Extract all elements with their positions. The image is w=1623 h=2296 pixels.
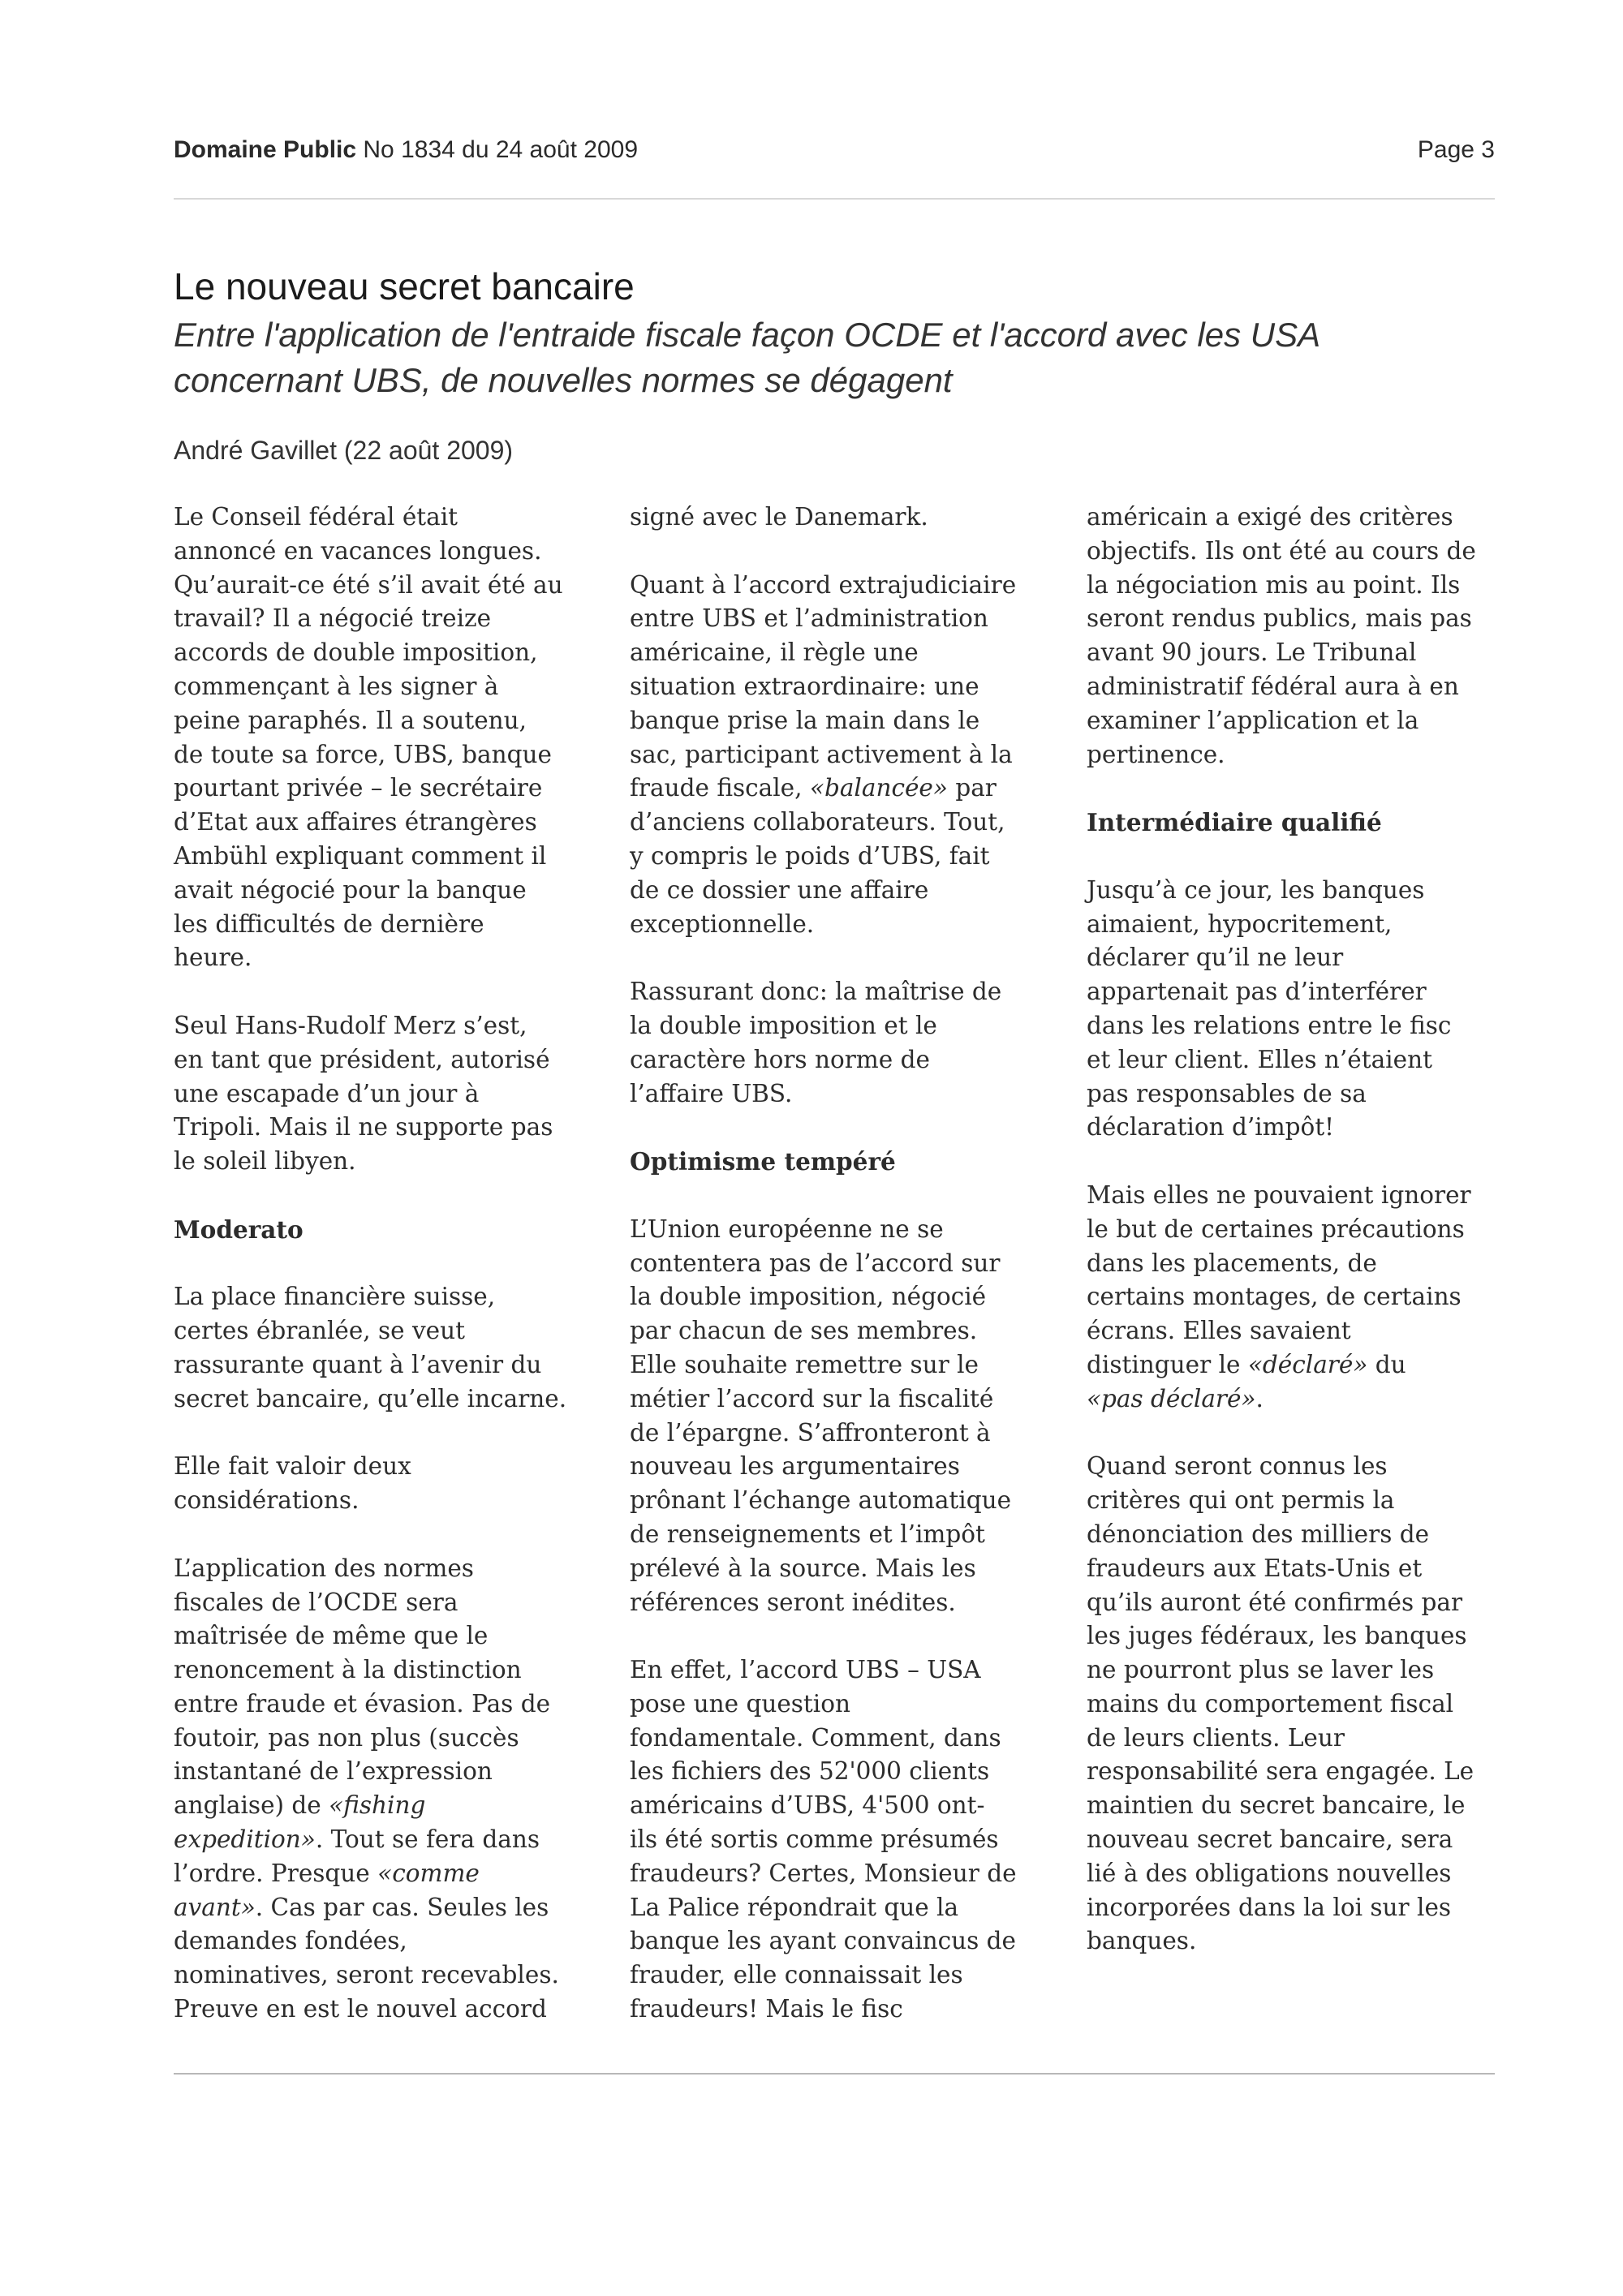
text-line: [174, 1857, 604, 1891]
text-line: Jusqu’à ce jour, les banques: [1087, 875, 1425, 904]
text-line: La Palice répondrait que la: [630, 1893, 959, 1921]
text-line: mains du comportement fiscal: [1087, 1689, 1454, 1718]
section-heading: Intermédiaire qualifié: [1087, 808, 1382, 837]
text-run: l’ordre. Presque: [174, 1859, 378, 1887]
paragraph: [630, 1213, 1060, 1620]
text-line: Seul Hans-Rudolf Merz s’est,: [174, 1011, 527, 1039]
text-line: [1087, 1348, 1517, 1382]
text-line: qu’ils auront été confirmés par: [1087, 1588, 1463, 1616]
text-line: maîtrisée de même que le: [174, 1622, 489, 1650]
text-line: de renseignements et l’impôt: [630, 1520, 985, 1548]
text-line: Rassurant donc: la maîtrise de: [630, 978, 1002, 1006]
article-byline: André Gavillet (22 août 2009): [174, 436, 514, 465]
text-line: Quand seront connus les: [1087, 1452, 1388, 1481]
text-line: déclaration d’impôt!: [1087, 1113, 1335, 1142]
text-line: certains montages, de certains: [1087, 1283, 1462, 1311]
text-line: Le Conseil fédéral était: [174, 503, 458, 531]
text-line: de l’épargne. S’affronteront à: [630, 1418, 991, 1447]
page-number: Page 3: [1417, 136, 1495, 163]
paragraph: [174, 1450, 604, 1518]
text-line: prélevé à la source. Mais les: [630, 1554, 976, 1582]
publication-name: Domaine Public: [174, 136, 357, 163]
text-line: le but de certaines précautions: [1087, 1215, 1465, 1243]
text-line: examiner l’application et la: [1087, 706, 1419, 734]
text-line: les fichiers des 52'000 clients: [630, 1757, 990, 1786]
italic-text: avant»: [174, 1893, 256, 1921]
article-subtitle: Entre l'application de l'entraide fiscale façon OCDE et l'accord avec les USA concernant UBS, de nouvelles normes se dégagent: [174, 316, 1319, 399]
text-run: . Cas par cas. Seules les: [255, 1893, 549, 1921]
text-line: références seront inédites.: [630, 1588, 956, 1616]
issue-info: No 1834 du 24 août 2009: [363, 136, 639, 163]
text-line: peine paraphés. Il a soutenu,: [174, 706, 527, 734]
text-line: signé avec le Danemark.: [630, 503, 928, 531]
text-run: du: [1367, 1350, 1406, 1378]
text-line: aimaient, hypocritement,: [1087, 909, 1393, 938]
text-line: sac, participant activement à la: [630, 740, 1013, 768]
page-header: [174, 136, 1495, 169]
text-line: d’anciens collaborateurs. Tout,: [630, 808, 1005, 836]
text-line: y compris le poids d’UBS, fait: [630, 841, 990, 870]
paragraph-lines: [630, 806, 1060, 941]
text-line: accords de double imposition,: [174, 638, 538, 667]
text-line: avait négocié pour la banque: [174, 875, 527, 904]
text-line: La place financière suisse,: [174, 1283, 496, 1311]
text-line: pas responsables de sa: [1087, 1079, 1367, 1107]
text-line: le soleil libyen.: [174, 1147, 356, 1176]
text-line: [174, 1891, 604, 1925]
text-line: Ambühl expliquant comment il: [174, 841, 547, 870]
text-column-3: [1087, 501, 1517, 1958]
text-line: américains d’UBS, 4'500 ont-: [630, 1791, 985, 1820]
text-line: contentera pas de l’accord sur: [630, 1249, 1001, 1277]
italic-text: «fishing: [329, 1791, 426, 1820]
text-line: prônant l’échange automatique: [630, 1486, 1012, 1515]
text-line: Tripoli. Mais il ne supporte pas: [174, 1113, 553, 1142]
text-line: dans les relations entre le fisc: [1087, 1011, 1452, 1039]
text-line: administratif fédéral aura à en: [1087, 672, 1459, 700]
header-divider: [174, 198, 1495, 200]
text-run: par: [947, 774, 997, 802]
text-line: les difficultés de dernière: [174, 909, 484, 938]
text-line: nouveau les argumentaires: [630, 1452, 960, 1481]
text-line: Quant à l’accord extrajudiciaire: [630, 570, 1017, 599]
italic-text: «comme: [377, 1859, 480, 1887]
text-line: de toute sa force, UBS, banque: [174, 740, 552, 768]
text-line: responsabilité sera engagée. Le: [1087, 1757, 1474, 1786]
text-line: commençant à les signer à: [174, 672, 499, 700]
text-line: En effet, l’accord UBS – USA: [630, 1656, 981, 1684]
text-line: de leurs clients. Leur: [1087, 1723, 1345, 1752]
paragraph-lines: [174, 1552, 604, 1790]
paragraph: [174, 1280, 604, 1416]
text-line: caractère hors norme de: [630, 1045, 930, 1073]
text-line: L’application des normes: [174, 1554, 474, 1582]
text-line: entre fraude et évasion. Pas de: [174, 1689, 551, 1718]
text-line: [174, 1789, 604, 1823]
paragraph: [1087, 874, 1517, 1145]
text-line: banque prise la main dans le: [630, 706, 980, 734]
text-line: travail? Il a négocié treize: [174, 604, 492, 633]
paragraph: [630, 501, 1060, 535]
text-line: fiscales de l’OCDE sera: [174, 1588, 458, 1616]
text-line: secret bancaire, qu’elle incarne.: [174, 1384, 567, 1412]
text-run: .: [1255, 1384, 1264, 1412]
text-line: fraudeurs! Mais le fisc: [630, 1995, 903, 2023]
text-line: l’affaire UBS.: [630, 1079, 793, 1107]
text-line: Qu’aurait-ce été s’il avait été au: [174, 570, 563, 599]
text-line: déclarer qu’il ne leur: [1087, 944, 1344, 972]
text-line: avant 90 jours. Le Tribunal: [1087, 638, 1417, 667]
text-line: écrans. Elles savaient: [1087, 1317, 1351, 1345]
text-run: anglaise) de: [174, 1791, 329, 1820]
publication-info: [174, 136, 638, 164]
text-line: incorporées dans la loi sur les: [1087, 1893, 1452, 1921]
paragraph: [1087, 1450, 1517, 1958]
text-line: pose une question: [630, 1689, 850, 1718]
text-line: [1087, 1382, 1517, 1417]
paragraph: [174, 1552, 604, 2027]
text-line: par chacun de ses membres.: [630, 1317, 978, 1345]
section-heading: Moderato: [174, 1215, 304, 1244]
paragraph-lines: [1087, 1179, 1517, 1348]
text-line: appartenait pas d’interférer: [1087, 978, 1427, 1006]
text-line: [174, 1823, 604, 1857]
paragraph: [630, 1653, 1060, 2027]
text-line: objectifs. Ils ont été au cours de: [1087, 536, 1476, 565]
text-line: [630, 772, 1060, 806]
text-line: fraudeurs? Certes, Monsieur de: [630, 1859, 1017, 1887]
text-line: banques.: [1087, 1927, 1197, 1955]
text-line: en tant que président, autorisé: [174, 1045, 550, 1073]
text-line: américain a exigé des critères: [1087, 503, 1453, 531]
text-line: pertinence.: [1087, 740, 1225, 768]
text-line: d’Etat aux affaires étrangères: [174, 808, 537, 836]
text-line: banque les ayant convaincus de: [630, 1927, 1017, 1955]
text-column-2: [630, 501, 1060, 2027]
text-line: certes ébranlée, se veut: [174, 1317, 465, 1345]
text-line: la double imposition, négocié: [630, 1283, 987, 1311]
italic-text: «balancée»: [809, 774, 948, 802]
text-line: instantané de l’expression: [174, 1757, 493, 1786]
text-column-1: [174, 501, 604, 2027]
text-line: situation extraordinaire: une: [630, 672, 979, 700]
text-line: annoncé en vacances longues.: [174, 536, 542, 565]
text-line: foutoir, pas non plus (succès: [174, 1723, 519, 1752]
text-line: ils été sortis comme présumés: [630, 1825, 999, 1854]
text-line: L’Union européenne ne se: [630, 1215, 944, 1243]
text-line: Elle souhaite remettre sur le: [630, 1350, 979, 1378]
paragraph: [630, 975, 1060, 1111]
paragraph: [1087, 1179, 1517, 1417]
text-line: pourtant privée – le secrétaire: [174, 774, 543, 802]
paragraph-lines: [630, 569, 1060, 772]
text-line: seront rendus publics, mais pas: [1087, 604, 1472, 633]
text-line: critères qui ont permis la: [1087, 1486, 1395, 1515]
paragraph: [1087, 501, 1517, 772]
italic-text: «déclaré»: [1247, 1350, 1368, 1378]
text-line: heure.: [174, 944, 252, 972]
text-line: frauder, elle connaissait les: [630, 1961, 963, 1989]
text-line: dénonciation des milliers de: [1087, 1520, 1430, 1548]
text-line: considérations.: [174, 1486, 359, 1515]
text-line: de ce dossier une affaire: [630, 875, 929, 904]
text-line: entre UBS et l’administration: [630, 604, 988, 633]
text-line: américaine, il règle une: [630, 638, 919, 667]
text-line: ne pourront plus se laver les: [1087, 1656, 1435, 1684]
text-line: maintien du secret bancaire, le: [1087, 1791, 1466, 1820]
italic-text: expedition»: [174, 1825, 316, 1854]
article-title: Le nouveau secret bancaire: [174, 265, 635, 307]
paragraph: [630, 569, 1060, 942]
text-line: Preuve en est le nouvel accord: [174, 1995, 547, 2023]
text-line: fondamentale. Comment, dans: [630, 1723, 1001, 1752]
text-line: nouveau secret bancaire, sera: [1087, 1825, 1453, 1854]
section-heading: Optimisme tempéré: [630, 1147, 896, 1176]
text-line: Mais elles ne pouvaient ignorer: [1087, 1180, 1471, 1209]
text-line: Elle fait valoir deux: [174, 1452, 411, 1481]
paragraph: [174, 1009, 604, 1179]
paragraph: [174, 501, 604, 975]
footer-divider: [174, 2073, 1495, 2075]
text-line: nominatives, seront recevables.: [174, 1961, 559, 1989]
text-line: lié à des obligations nouvelles: [1087, 1859, 1452, 1887]
text-run: . Tout se fera dans: [315, 1825, 540, 1854]
italic-text: «pas déclaré»: [1087, 1384, 1256, 1412]
text-line: une escapade d’un jour à: [174, 1079, 480, 1107]
text-line: métier l’accord sur la fiscalité: [630, 1384, 994, 1412]
text-line: rassurante quant à l’avenir du: [174, 1350, 542, 1378]
text-line: renoncement à la distinction: [174, 1656, 522, 1684]
text-line: dans les placements, de: [1087, 1249, 1377, 1277]
text-line: et leur client. Elles n’étaient: [1087, 1045, 1432, 1073]
paragraph-lines: [174, 1924, 604, 2026]
text-line: les juges fédéraux, les banques: [1087, 1622, 1467, 1650]
text-run: fraude fiscale,: [630, 774, 810, 802]
text-line: demandes fondées,: [174, 1927, 407, 1955]
text-line: fraudeurs aux Etats-Unis et: [1087, 1554, 1423, 1582]
text-line: la négociation mis au point. Ils: [1087, 570, 1461, 599]
text-line: la double imposition et le: [630, 1011, 937, 1039]
text-run: distinguer le: [1087, 1350, 1248, 1378]
text-line: exceptionnelle.: [630, 909, 815, 938]
